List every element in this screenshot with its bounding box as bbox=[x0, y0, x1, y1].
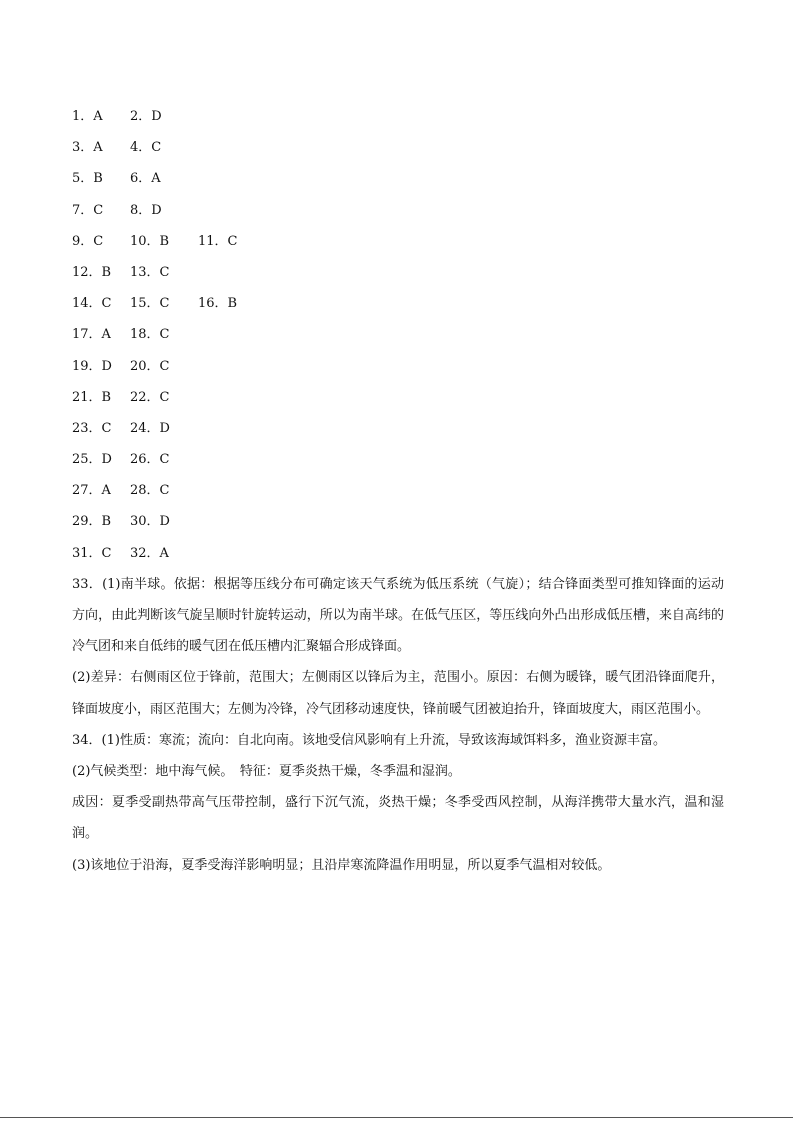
question-34-part3: (3)该地位于沿海，夏季受海洋影响明显；且沿岸寒流降温作用明显，所以夏季气温相对较低。 bbox=[72, 857, 611, 873]
answer-item: 31．C bbox=[72, 545, 112, 561]
answer-item: 8．D bbox=[130, 202, 162, 218]
answer-row bbox=[72, 132, 724, 163]
question-34-cause: 成因：夏季受副热带高气压带控制，盛行下沉气流，炎热干燥；冬季受西风控制，从海洋携带大量水汽，温和湿润。 bbox=[72, 795, 724, 842]
answer-row bbox=[72, 257, 724, 288]
question-34-part2: (2)气候类型：地中海气候。 特征：夏季炎热干燥，冬季温和湿润。 bbox=[72, 764, 461, 780]
answer-item: 4．C bbox=[130, 140, 162, 156]
answer-item: 15．C bbox=[130, 296, 170, 312]
answer-sheet bbox=[72, 101, 724, 881]
answer-item: 18．C bbox=[130, 327, 170, 343]
answer-item: 3．A bbox=[72, 140, 103, 156]
answer-item: 28．C bbox=[130, 483, 170, 499]
answer-item: 6．A bbox=[130, 171, 161, 187]
answer-row bbox=[72, 538, 724, 569]
answer-row bbox=[72, 506, 724, 537]
answer-row bbox=[72, 226, 724, 257]
answer-item: 32．A bbox=[130, 545, 169, 561]
answer-item: 25．D bbox=[72, 452, 112, 468]
answer-item: 10．B bbox=[130, 233, 170, 249]
answer-item: 22．C bbox=[130, 389, 170, 405]
answer-item: 11．C bbox=[198, 233, 238, 249]
answer-item: 27．A bbox=[72, 483, 111, 499]
answer-item: 5．B bbox=[72, 171, 103, 187]
answer-item: 20．C bbox=[130, 358, 170, 374]
answer-item: 21．B bbox=[72, 389, 112, 405]
answer-item: 19．D bbox=[72, 358, 112, 374]
answer-item: 16．B bbox=[198, 296, 238, 312]
answer-item: 30．D bbox=[130, 514, 170, 530]
answer-row bbox=[72, 319, 724, 350]
answer-item: 17．A bbox=[72, 327, 111, 343]
answer-item: 12．B bbox=[72, 264, 112, 280]
answer-item: 24．D bbox=[130, 420, 170, 436]
answer-row bbox=[72, 101, 724, 132]
answer-item: 2．D bbox=[130, 109, 162, 124]
question-33-part2: (2)差异：右侧雨区位于锋前，范围大；左侧雨区以锋后为主，范围小。原因：右侧为暖锋，暖气团沿锋面爬升，锋面坡度小，雨区范围大；左侧为冷锋，冷气团移动速度快，锋前暖气团被迫抬升，锋面坡度大，雨区范围小。 bbox=[72, 670, 724, 717]
question-34-part1: 34．(1)性质：寒流；流向：自北向南。该地受信风影响有上升流，导致该海域饵料多，渔业资源丰富。 bbox=[72, 732, 666, 748]
answer-item: 9．C bbox=[72, 233, 104, 249]
answer-item: 29．B bbox=[72, 514, 112, 530]
answer-item: 14．C bbox=[72, 296, 112, 312]
answer-item: 13．C bbox=[130, 264, 170, 280]
answer-item: 1．A bbox=[72, 109, 103, 124]
answer-row bbox=[72, 351, 724, 382]
answer-item: 26．C bbox=[130, 452, 170, 468]
answer-item: 23．C bbox=[72, 420, 112, 436]
page-bottom-rule bbox=[0, 1117, 793, 1118]
answer-row bbox=[72, 444, 724, 475]
answer-row bbox=[72, 475, 724, 506]
answer-row bbox=[72, 382, 724, 413]
question-33-part1: 33．(1)南半球。依据：根据等压线分布可确定该天气系统为低压系统（气旋）；结合锋面类型可推知锋面的运动方向，由此判断该气旋呈顺时针旋转运动，所以为南半球。在低气压区，等压线向外凸出形成低压槽，来自高纬的冷气团和来自低纬的暖气团在低压槽内汇聚辐合形成锋面。 bbox=[72, 576, 724, 655]
answer-item: 7．C bbox=[72, 202, 104, 218]
answer-row bbox=[72, 413, 724, 444]
answer-row bbox=[72, 163, 724, 194]
answer-row bbox=[72, 195, 724, 226]
answer-row bbox=[72, 288, 724, 319]
